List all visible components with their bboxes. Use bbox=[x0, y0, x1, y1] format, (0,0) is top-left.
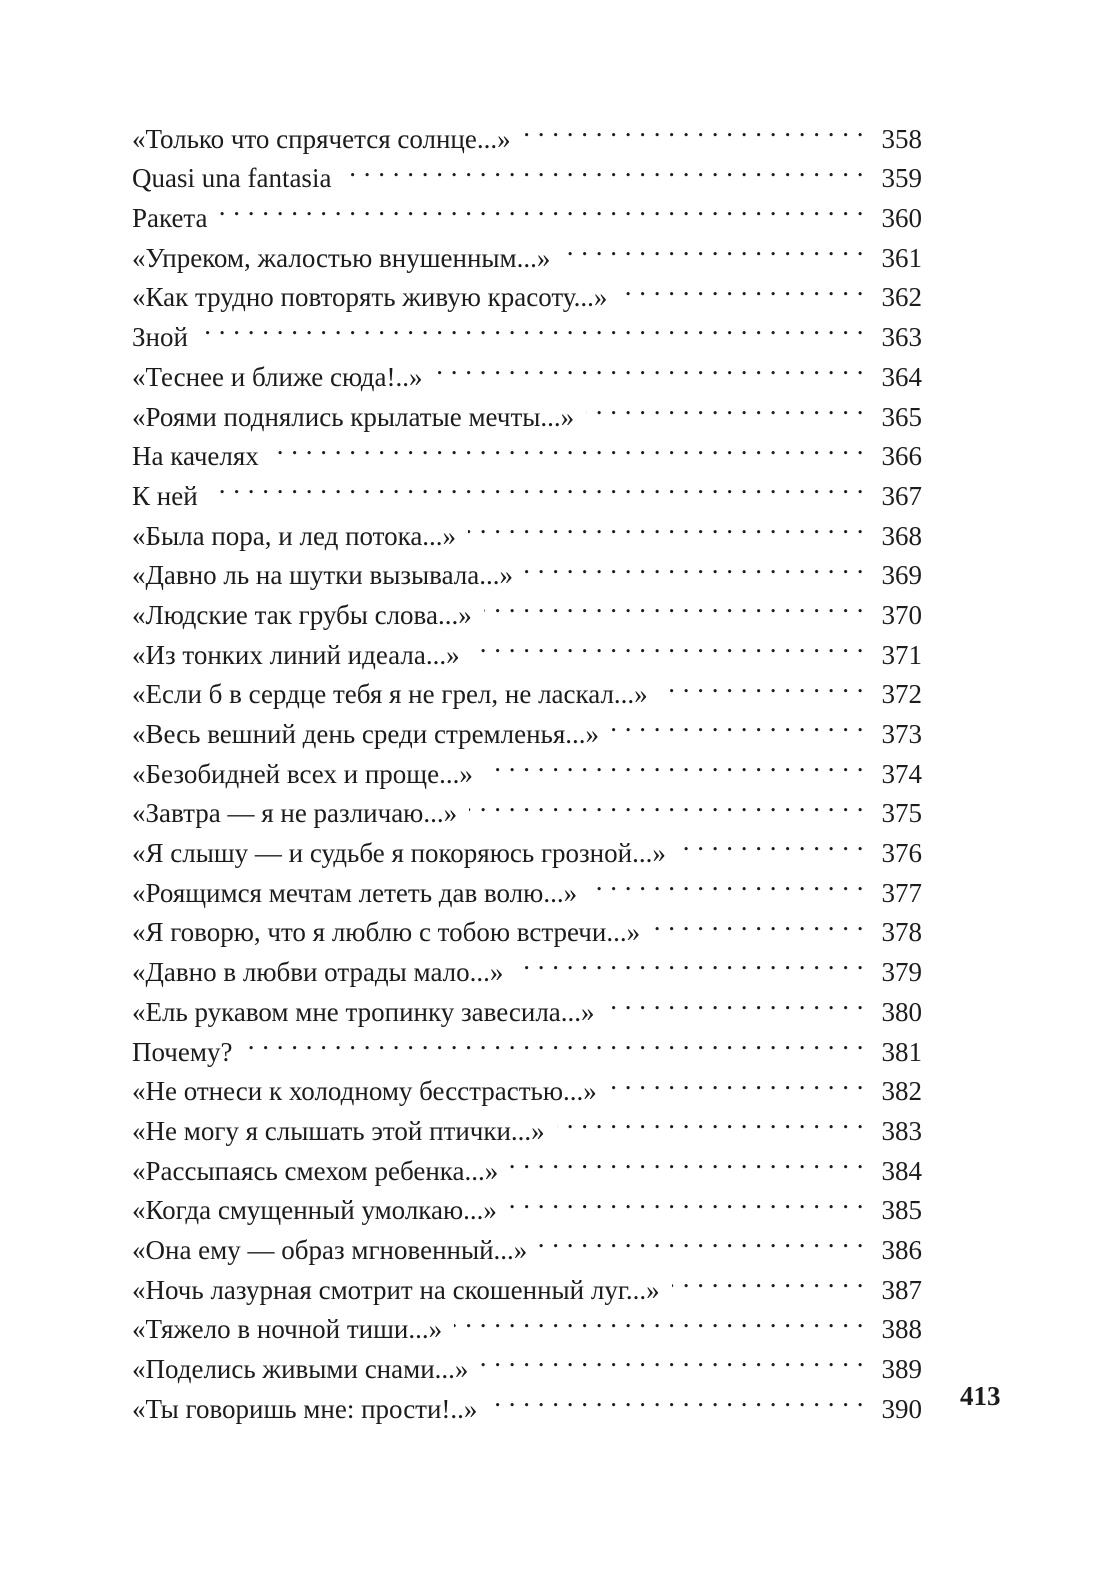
dot-leader bbox=[343, 148, 864, 188]
toc-entry-page: 386 bbox=[881, 1234, 922, 1265]
dot-leader bbox=[619, 267, 864, 307]
dot-leader bbox=[510, 1140, 864, 1180]
toc-entry-page: 387 bbox=[881, 1274, 922, 1305]
toc-entry-title: «Не отнеси к холодному бесстрастью...» bbox=[132, 1076, 597, 1107]
toc-entry-title: «Давно ль на шутки вызывала...» bbox=[132, 560, 513, 591]
toc-entry-page: 368 bbox=[881, 520, 922, 551]
toc-entry-page: 388 bbox=[881, 1314, 922, 1345]
toc-entry bbox=[132, 465, 922, 511]
toc-entry-page: 359 bbox=[881, 163, 922, 194]
dot-leader bbox=[469, 783, 864, 823]
toc-entry-page: 382 bbox=[881, 1076, 922, 1107]
toc-entry-title: «Завтра — я не различаю...» bbox=[132, 798, 458, 829]
toc-entry-title: Quasi una fantasia bbox=[132, 163, 332, 194]
toc-entry-page: 374 bbox=[881, 758, 922, 789]
dot-leader bbox=[271, 426, 864, 466]
toc-entry-page: 361 bbox=[881, 242, 922, 273]
dot-leader bbox=[523, 108, 864, 148]
toc-entry-page: 377 bbox=[881, 877, 922, 908]
toc-entry-page: 358 bbox=[881, 123, 922, 154]
toc-entry-title: «Весь вешний день среди стремленья...» bbox=[132, 719, 600, 749]
toc-entry-page: 383 bbox=[881, 1115, 922, 1146]
dot-leader bbox=[472, 624, 864, 664]
toc-entry-title: Ракета bbox=[132, 203, 208, 234]
dot-leader bbox=[589, 862, 864, 902]
toc-entry-page: 360 bbox=[881, 203, 922, 234]
dot-leader bbox=[489, 1378, 864, 1418]
toc-entry-page: 364 bbox=[881, 361, 922, 392]
toc-entry-title: «Упреком, жалостью внушенным...» bbox=[132, 242, 551, 273]
toc-entry-title: «Роящимся мечтам лететь дав волю...» bbox=[132, 877, 578, 908]
toc-entry-page: 365 bbox=[881, 401, 922, 432]
toc-entry-title: «Поделись живыми снами...» bbox=[132, 1354, 469, 1384]
toc-entry-title: «Ночь лазурная смотрит на скошенный луг...» bbox=[132, 1274, 660, 1305]
dot-leader bbox=[454, 1299, 864, 1339]
toc-entry-title: «Когда смущенный умолкаю...» bbox=[132, 1195, 497, 1226]
dot-leader bbox=[525, 545, 864, 585]
toc-entry-title: Почему? bbox=[132, 1036, 233, 1067]
dot-leader bbox=[562, 227, 864, 267]
toc-entry-page: 390 bbox=[881, 1393, 922, 1424]
toc-entry bbox=[132, 1021, 922, 1067]
toc-entry-title: «Безобидней всех и проще...» bbox=[132, 758, 473, 789]
toc-entry-page: 367 bbox=[881, 480, 922, 511]
dot-leader bbox=[672, 1259, 864, 1299]
toc-entry bbox=[132, 187, 922, 234]
table-of-contents bbox=[132, 108, 922, 1424]
dot-leader bbox=[678, 822, 864, 862]
toc-entry-title: «Людские так грубы слова...» bbox=[132, 599, 472, 630]
dot-leader bbox=[509, 1180, 864, 1220]
toc-entry-page: 371 bbox=[881, 639, 922, 670]
toc-entry-page: 385 bbox=[881, 1195, 922, 1226]
toc-entry-title: «Тяжело в ночной тиши...» bbox=[132, 1314, 443, 1345]
toc-entry-title: «Я говорю, что я люблю с тобою встречи...» bbox=[132, 917, 641, 948]
toc-entry-page: 384 bbox=[881, 1155, 922, 1186]
toc-entry-page: 381 bbox=[881, 1036, 922, 1067]
dot-leader bbox=[607, 981, 864, 1021]
toc-entry-title: «Ты говоришь мне: прости!..» bbox=[132, 1393, 478, 1424]
toc-entry-page: 378 bbox=[881, 917, 922, 948]
dot-leader bbox=[468, 505, 864, 545]
toc-entry-title: «Теснее и ближе сюда!..» bbox=[132, 361, 423, 392]
toc-entry-title: «Давно в любви отрады мало...» bbox=[132, 957, 504, 988]
dot-leader bbox=[485, 743, 864, 783]
toc-entry bbox=[132, 306, 922, 353]
dot-leader bbox=[244, 1021, 864, 1061]
dot-leader bbox=[220, 187, 864, 227]
toc-entry-page: 379 bbox=[881, 957, 922, 988]
toc-entry-title: К ней bbox=[132, 480, 198, 511]
toc-entry-title: «Не могу я слышать этой птички...» bbox=[132, 1115, 545, 1146]
dot-leader bbox=[484, 584, 864, 624]
toc-entry bbox=[132, 227, 922, 273]
toc-entry-page: 362 bbox=[881, 282, 922, 313]
dot-leader bbox=[652, 902, 864, 942]
dot-leader bbox=[611, 703, 864, 743]
dot-leader bbox=[660, 664, 864, 704]
toc-entry-title: «Как трудно повторять живую красоту...» bbox=[132, 282, 608, 313]
toc-entry bbox=[132, 1061, 922, 1107]
toc-entry-title: «Из тонких линий идеала...» bbox=[132, 639, 460, 670]
dot-leader bbox=[557, 1100, 864, 1140]
toc-entry-title: «Только что спрячется солнце...» bbox=[132, 123, 511, 154]
toc-entry-title: «Была пора, и лед потока...» bbox=[132, 520, 457, 551]
toc-entry-page: 375 bbox=[881, 798, 922, 829]
toc-entry-page: 389 bbox=[881, 1354, 922, 1384]
toc-entry bbox=[132, 108, 922, 154]
toc-entry-title: Зной bbox=[132, 322, 188, 353]
toc-entry-title: «Она ему — образ мгновенный...» bbox=[132, 1234, 528, 1265]
page-number: 413 bbox=[960, 1381, 1001, 1411]
dot-leader bbox=[609, 1061, 864, 1101]
dot-leader bbox=[539, 1219, 864, 1259]
dot-leader bbox=[480, 1338, 864, 1378]
toc-entry-page: 372 bbox=[881, 679, 922, 710]
toc-entry-title: «Роями поднялись крылатые мечты...» bbox=[132, 401, 575, 432]
toc-entry bbox=[132, 346, 922, 392]
toc-entry-page: 363 bbox=[881, 322, 922, 353]
toc-entry-title: «Я слышу — и судьбе я покоряюсь грозной...» bbox=[132, 838, 666, 869]
toc-entry-page: 373 bbox=[881, 719, 922, 749]
toc-entry bbox=[132, 505, 922, 551]
toc-entry-page: 370 bbox=[881, 599, 922, 630]
dot-leader bbox=[515, 941, 864, 981]
toc-entry-page: 366 bbox=[881, 441, 922, 472]
dot-leader bbox=[586, 386, 864, 426]
toc-entry-page: 380 bbox=[881, 996, 922, 1027]
dot-leader bbox=[200, 306, 864, 346]
toc-entry-title: «Ель рукавом мне тропинку завесила...» bbox=[132, 996, 595, 1027]
dot-leader bbox=[435, 346, 865, 386]
toc-entry-title: «Если б в сердце тебя я не грел, не ласкал...» bbox=[132, 679, 648, 710]
toc-entry-page: 376 bbox=[881, 838, 922, 869]
toc-entry-title: «Рассыпаясь смехом ребенка...» bbox=[132, 1155, 499, 1186]
toc-entry-title: На качелях bbox=[132, 441, 259, 472]
toc-entry-page: 369 bbox=[881, 560, 922, 591]
dot-leader bbox=[210, 465, 864, 505]
